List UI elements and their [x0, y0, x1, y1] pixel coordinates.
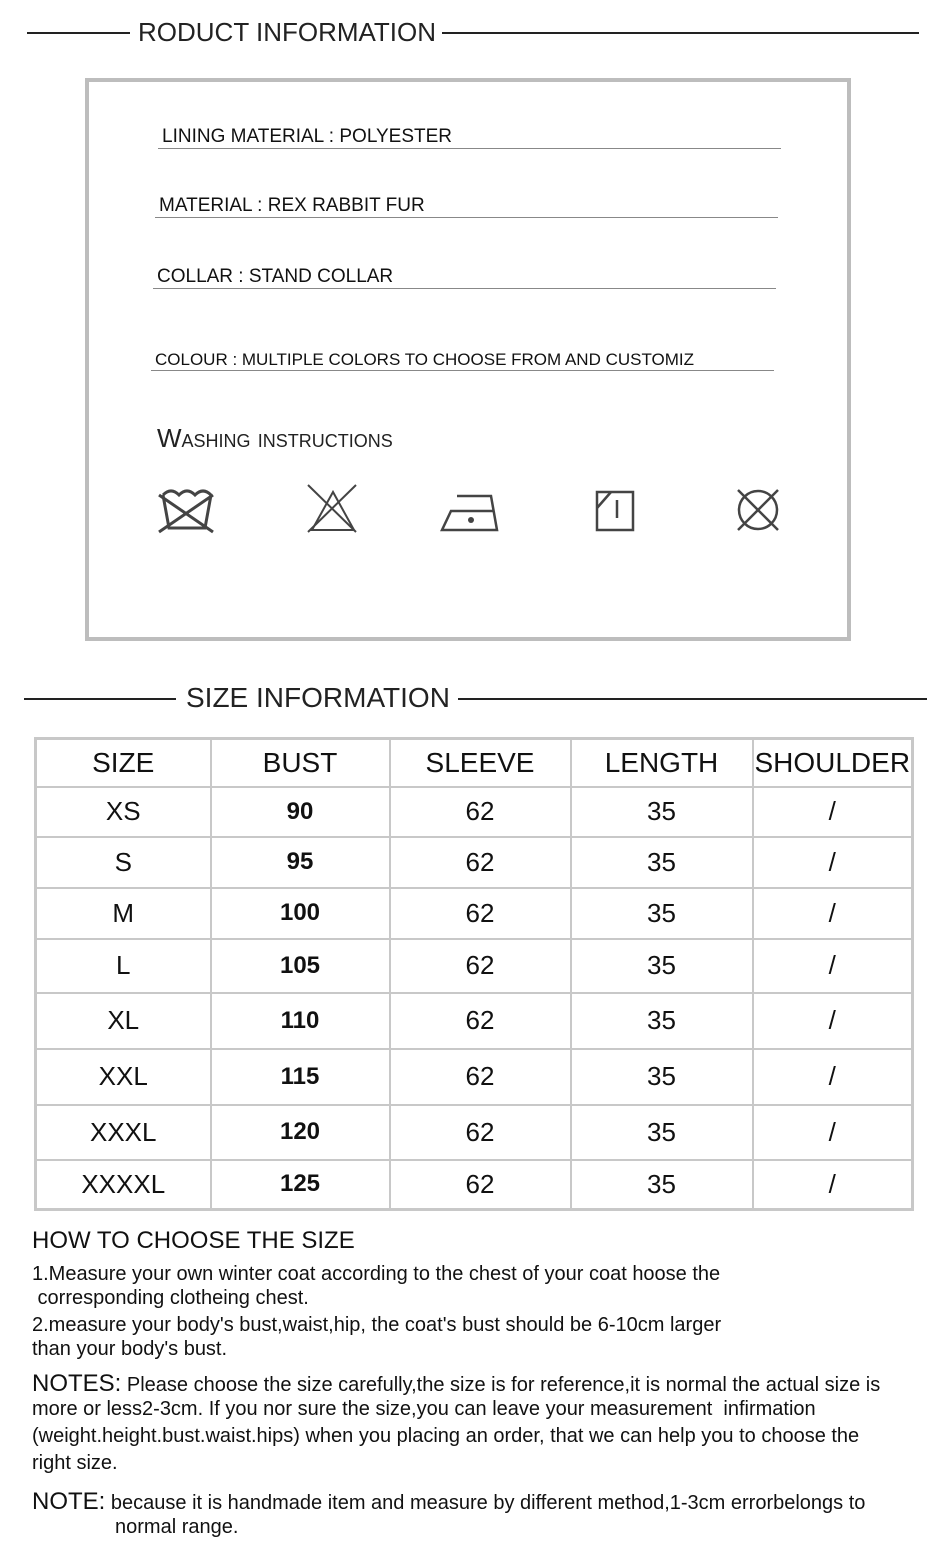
notes-text: Please choose the size carefully,the size is for reference,it is normal the actual size is: [121, 1374, 881, 1396]
table-row: [36, 837, 913, 888]
cell-sleeve: 62: [390, 837, 571, 888]
dry-flat-icon: [590, 480, 640, 540]
divider: [442, 32, 919, 34]
cell-length: 35: [571, 888, 753, 939]
cell-length: 35: [571, 1105, 753, 1160]
divider: [24, 698, 176, 700]
note-text: because it is handmade item and measure by different method,1-3cm errorbelongs to: [105, 1492, 866, 1514]
notes-label: NOTES:: [32, 1370, 122, 1397]
cell-length: 35: [571, 837, 753, 888]
size-info-title: SIZE INFORMATION: [186, 682, 450, 713]
header-shoulder: SHOULDER: [753, 739, 913, 787]
cell-size: L: [36, 939, 211, 993]
note-label: NOTE:: [32, 1488, 106, 1515]
cell-shoulder: /: [753, 939, 913, 993]
guide-step-1: 1.Measure your own winter coat according to the chest of your coat hoose the: [32, 1263, 721, 1285]
cell-size: XXL: [36, 1049, 211, 1105]
cell-bust: 115: [211, 1049, 390, 1105]
guide-step-2: 2.measure your body's bust,waist,hip, the coat's bust should be 6-10cm larger: [32, 1314, 722, 1336]
guide-title: HOW TO CHOOSE THE SIZE: [32, 1227, 355, 1254]
iron-icon: [438, 480, 503, 540]
table-row: [36, 1160, 913, 1210]
header-length: LENGTH: [571, 739, 753, 787]
do-not-wash-icon: [155, 480, 220, 540]
cell-bust: 125: [211, 1160, 390, 1210]
cell-length: 35: [571, 1160, 753, 1210]
cell-sleeve: 62: [390, 888, 571, 939]
do-not-tumble-dry-icon: [730, 480, 785, 540]
notes-text: (weight.height.bust.waist.hips) when you placing an order, that we can help you to choose the: [32, 1425, 860, 1447]
cell-length: 35: [571, 939, 753, 993]
cell-shoulder: /: [753, 1160, 913, 1210]
cell-length: 35: [571, 993, 753, 1049]
table-row: [36, 1049, 913, 1105]
cell-shoulder: /: [753, 993, 913, 1049]
notes-text: right size.: [32, 1452, 118, 1474]
guide-step-2-cont: than your body's bust.: [32, 1338, 228, 1360]
cell-bust: 100: [211, 888, 390, 939]
cell-size: XL: [36, 993, 211, 1049]
cell-sleeve: 62: [390, 993, 571, 1049]
material-field: MATERIAL : REX RABBIT FUR: [155, 195, 778, 218]
header-sleeve: SLEEVE: [390, 739, 571, 787]
divider: [27, 32, 130, 34]
table-row: [36, 888, 913, 939]
cell-bust: 120: [211, 1105, 390, 1160]
cell-size: S: [36, 837, 211, 888]
header-size: SIZE: [36, 739, 211, 787]
product-info-title: RODUCT INFORMATION: [138, 17, 437, 47]
table-header-row: [36, 739, 913, 787]
cell-sleeve: 62: [390, 1049, 571, 1105]
cell-size: XXXXL: [36, 1160, 211, 1210]
cell-shoulder: /: [753, 837, 913, 888]
washing-title: Washing instructions: [157, 423, 393, 453]
cell-length: 35: [571, 787, 753, 837]
cell-shoulder: /: [753, 787, 913, 837]
lining-material-field: LINING MATERIAL : POLYESTER: [158, 126, 781, 149]
cell-size: XXXL: [36, 1105, 211, 1160]
notes-text: more or less2-3cm. If you nor sure the size,you can leave your measurement infirmation: [32, 1398, 816, 1420]
cell-size: M: [36, 888, 211, 939]
guide-step-1-cont: corresponding clotheing chest.: [32, 1287, 309, 1309]
cell-size: XS: [36, 787, 211, 837]
cell-bust: 90: [211, 787, 390, 837]
cell-sleeve: 62: [390, 1105, 571, 1160]
divider: [458, 698, 927, 700]
cell-shoulder: /: [753, 1105, 913, 1160]
table-row: [36, 787, 913, 837]
size-table: [34, 737, 914, 1211]
do-not-bleach-icon: [300, 480, 365, 540]
cell-sleeve: 62: [390, 787, 571, 837]
cell-bust: 105: [211, 939, 390, 993]
note-text: normal range.: [115, 1516, 239, 1538]
colour-field: COLOUR : MULTIPLE COLORS TO CHOOSE FROM AND CUSTOMIZ: [151, 350, 774, 371]
header-bust: BUST: [211, 739, 390, 787]
cell-length: 35: [571, 1049, 753, 1105]
table-row: [36, 993, 913, 1049]
cell-bust: 110: [211, 993, 390, 1049]
cell-sleeve: 62: [390, 939, 571, 993]
table-row: [36, 939, 913, 993]
cell-shoulder: /: [753, 1049, 913, 1105]
collar-field: COLLAR : STAND COLLAR: [153, 266, 776, 289]
table-row: [36, 1105, 913, 1160]
cell-shoulder: /: [753, 888, 913, 939]
cell-sleeve: 62: [390, 1160, 571, 1210]
cell-bust: 95: [211, 837, 390, 888]
